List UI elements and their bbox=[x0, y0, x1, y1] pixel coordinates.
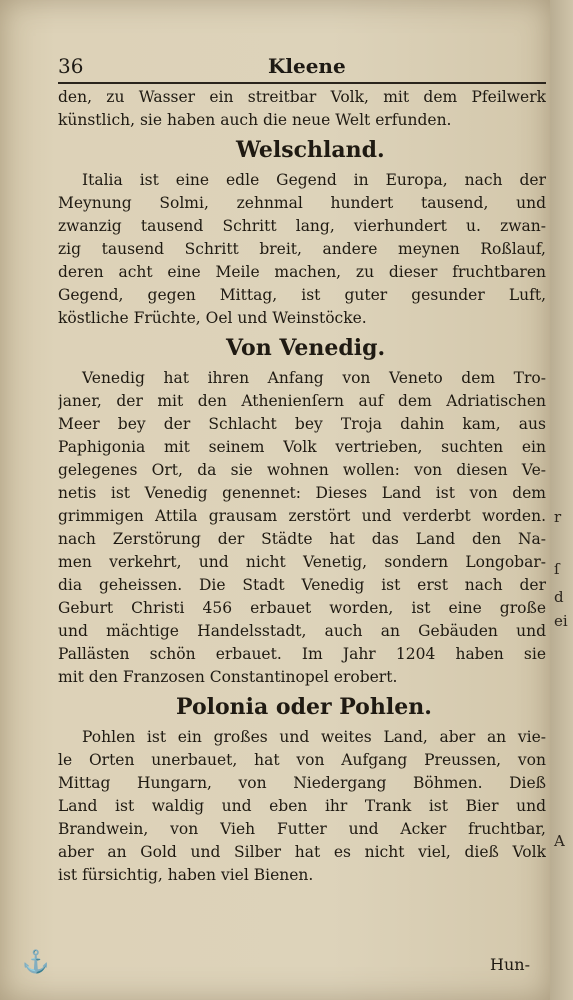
catchword: Hun- bbox=[490, 955, 530, 974]
margin-fragment: r bbox=[554, 508, 562, 526]
text-line: nach Zerstörung der Städte hat das Land den Na- bbox=[58, 530, 546, 548]
text-line: Land ist waldig und eben ihr Trank ist Bier und bbox=[58, 797, 546, 815]
margin-fragment: d bbox=[554, 588, 564, 606]
text-line: Mittag Hungarn, von Niedergang Böhmen. Dieß bbox=[58, 774, 546, 792]
text-line: köstliche Früchte, Oel und Weinstöcke. bbox=[58, 309, 367, 327]
section-heading: Von Venedig. bbox=[226, 335, 386, 361]
text-line: Italia ist eine edle Gegend in Europa, nach der bbox=[82, 171, 546, 189]
text-line: zwanzig tausend Schritt lang, vierhundert u. zwan- bbox=[58, 217, 546, 235]
text-line: Brandwein, von Vieh Futter und Acker fruchtbar, bbox=[58, 820, 546, 838]
text-line: und mächtige Handelsstadt, auch an Gebäuden und bbox=[58, 622, 546, 640]
text-line: le Orten unerbauet, hat von Aufgang Preussen, von bbox=[58, 751, 546, 769]
text-line: aber an Gold und Silber hat es nicht viel, dieß Volk bbox=[58, 843, 546, 861]
text-line: Pohlen ist ein großes und weites Land, aber an vie- bbox=[82, 728, 546, 746]
text-line: netis ist Venedig genennet: Dieses Land ist von dem bbox=[58, 484, 546, 502]
text-line: Meynung Solmi, zehnmal hundert tausend, und bbox=[58, 194, 546, 212]
facing-page-edge bbox=[550, 0, 573, 1000]
text-line: ist fürsichtig, haben viel Bienen. bbox=[58, 866, 314, 884]
header-rule bbox=[58, 82, 546, 84]
text-line: künstlich, sie haben auch die neue Welt erfunden. bbox=[58, 111, 452, 129]
text-line: gelegenes Ort, da sie wohnen wollen: von diesen Ve- bbox=[58, 461, 546, 479]
text-line: janer, der mit den Athenienſern auf dem Adriatischen bbox=[58, 392, 546, 410]
text-line: grimmigen Attila grausam zerstört und verderbt worden. bbox=[58, 507, 546, 525]
text-line: Geburt Christi 456 erbauet worden, ist eine große bbox=[58, 599, 546, 617]
page-header bbox=[58, 54, 546, 82]
text-line: deren acht eine Meile machen, zu dieser fruchtbaren bbox=[58, 263, 546, 281]
text-line: Paphigonia mit seinem Volk vertrieben, suchten ein bbox=[58, 438, 546, 456]
margin-fragment: ſ bbox=[554, 560, 560, 578]
text-line: zig tausend Schritt breit, andere meynen Roßlauf, bbox=[58, 240, 546, 258]
page-number: 36 bbox=[58, 54, 84, 78]
running-head: Kleene bbox=[268, 54, 346, 78]
text-line: men verkehrt, und nicht Venetig, sondern Longobar- bbox=[58, 553, 546, 571]
flourish-ornament: ⚓ bbox=[22, 950, 50, 975]
text-line: dia geheissen. Die Stadt Venedig ist erst nach der bbox=[58, 576, 546, 594]
text-line: Meer bey der Schlacht bey Troja dahin kam, aus bbox=[58, 415, 546, 433]
section-heading: Polonia oder Pohlen. bbox=[176, 694, 432, 720]
text-line: Pallästen schön erbauet. Im Jahr 1204 haben sie bbox=[58, 645, 546, 663]
section-heading: Welschland. bbox=[236, 137, 385, 163]
text-line: Gegend, gegen Mittag, ist guter gesunder Luft, bbox=[58, 286, 546, 304]
text-line: mit den Franzosen Constantinopel erobert. bbox=[58, 668, 398, 686]
text-line: Venedig hat ihren Anfang von Veneto dem Tro- bbox=[82, 369, 546, 387]
margin-fragment: A bbox=[554, 832, 565, 850]
text-line: den, zu Wasser ein streitbar Volk, mit dem Pfeilwerk bbox=[58, 88, 546, 106]
margin-fragment: ei bbox=[554, 612, 568, 630]
text-body bbox=[58, 86, 546, 887]
